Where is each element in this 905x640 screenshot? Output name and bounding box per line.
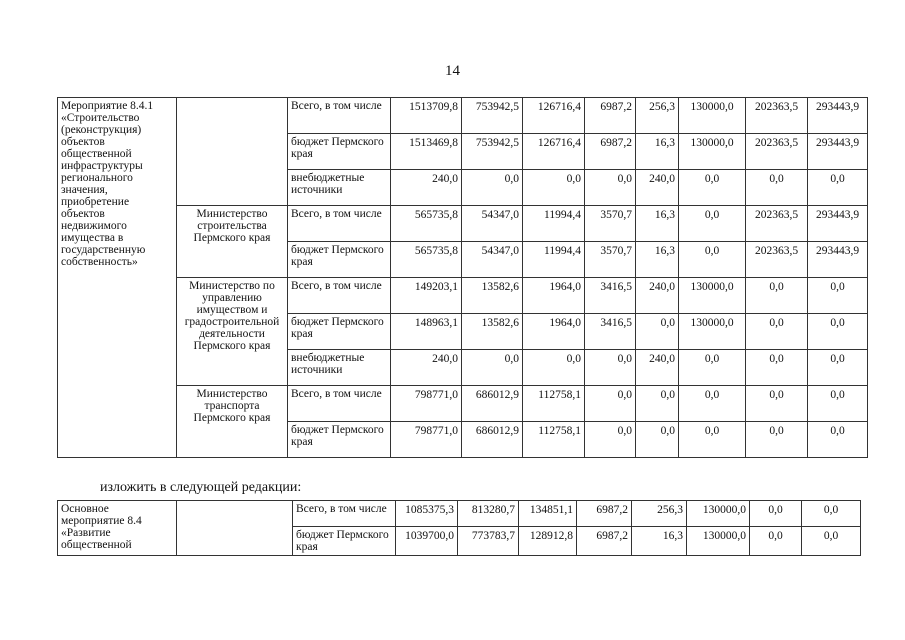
measure-name-cell: Мероприятие 8.4.1 «Строительство (реконструкция) объектов общественной инфраструктуры регионального значения, приобретение объектов недвижимого имущества в государственную собственность» [58,98,177,458]
value-cell: 16,3 [636,134,679,170]
value-cell: 202363,5 [746,98,808,134]
table-row [58,98,868,134]
value-cell: 0,0 [802,501,861,527]
value-cell: 0,0 [636,386,679,422]
value-cell: 202363,5 [746,242,808,278]
value-cell: 0,0 [802,527,861,556]
value-cell: 0,0 [746,422,808,458]
value-cell: 130000,0 [687,527,750,556]
value-cell: 0,0 [523,170,585,206]
value-cell: 686012,9 [462,422,523,458]
source-label-cell: Всего, в том числе [288,386,391,422]
value-cell: 0,0 [679,422,746,458]
value-cell: 0,0 [462,350,523,386]
value-cell: 256,3 [636,98,679,134]
value-cell: 6987,2 [577,501,632,527]
source-label-cell: бюджет Пермского края [288,314,391,350]
value-cell: 0,0 [585,350,636,386]
value-cell: 0,0 [679,242,746,278]
value-cell: 0,0 [746,386,808,422]
value-cell: 293443,9 [808,134,868,170]
value-cell: 0,0 [636,422,679,458]
edit-instruction: изложить в следующей редакции: [100,480,302,495]
table-row [58,206,868,242]
value-cell: 0,0 [750,501,802,527]
value-cell: 773783,7 [458,527,519,556]
value-cell: 13582,6 [462,278,523,314]
value-cell: 1964,0 [523,278,585,314]
value-cell: 686012,9 [462,386,523,422]
value-cell: 130000,0 [679,314,746,350]
value-cell: 753942,5 [462,134,523,170]
value-cell: 0,0 [636,314,679,350]
value-cell: 565735,8 [391,242,462,278]
value-cell: 293443,9 [808,242,868,278]
value-cell: 130000,0 [679,278,746,314]
value-cell: 202363,5 [746,206,808,242]
source-label-cell: внебюджетные источники [288,170,391,206]
source-label-cell: внебюджетные источники [288,350,391,386]
value-cell: 0,0 [679,386,746,422]
measure-name-cell: Основное мероприятие 8.4 «Развитие общественной [58,501,177,556]
value-cell: 54347,0 [462,242,523,278]
value-cell: 3416,5 [585,314,636,350]
value-cell: 293443,9 [808,206,868,242]
value-cell: 256,3 [632,501,687,527]
value-cell: 6987,2 [585,98,636,134]
table-row [58,501,861,527]
value-cell: 6987,2 [585,134,636,170]
value-cell: 240,0 [391,350,462,386]
source-label-cell: Всего, в том числе [293,501,396,527]
value-cell: 16,3 [632,527,687,556]
value-cell: 1513469,8 [391,134,462,170]
value-cell: 6987,2 [577,527,632,556]
value-cell: 565735,8 [391,206,462,242]
value-cell: 0,0 [679,206,746,242]
source-label-cell: бюджет Пермского края [288,422,391,458]
value-cell: 16,3 [636,242,679,278]
executor-cell: Министерство строительства Пермского края [177,206,288,278]
value-cell: 798771,0 [391,386,462,422]
value-cell: 54347,0 [462,206,523,242]
value-cell: 813280,7 [458,501,519,527]
value-cell: 0,0 [750,527,802,556]
table-row [58,278,868,314]
value-cell: 128912,8 [519,527,577,556]
funding-table-current [57,97,868,458]
source-label-cell: Всего, в том числе [288,98,391,134]
source-label-cell: Всего, в том числе [288,278,391,314]
value-cell: 16,3 [636,206,679,242]
executor-cell: Министерство транспорта Пермского края [177,386,288,458]
value-cell: 11994,4 [523,242,585,278]
executor-cell [177,501,293,556]
source-label-cell: бюджет Пермского края [288,134,391,170]
value-cell: 0,0 [523,350,585,386]
table-row [58,386,868,422]
value-cell: 240,0 [391,170,462,206]
value-cell: 134851,1 [519,501,577,527]
value-cell: 0,0 [679,350,746,386]
value-cell: 0,0 [808,278,868,314]
value-cell: 11994,4 [523,206,585,242]
value-cell: 126716,4 [523,134,585,170]
value-cell: 0,0 [746,350,808,386]
value-cell: 0,0 [585,170,636,206]
value-cell: 3570,7 [585,242,636,278]
value-cell: 0,0 [462,170,523,206]
value-cell: 0,0 [808,170,868,206]
value-cell: 798771,0 [391,422,462,458]
value-cell: 0,0 [746,170,808,206]
page-number: 14 [445,63,460,79]
executor-cell [177,98,288,206]
value-cell: 240,0 [636,350,679,386]
value-cell: 240,0 [636,170,679,206]
value-cell: 130000,0 [687,501,750,527]
value-cell: 1085375,3 [396,501,458,527]
source-label-cell: бюджет Пермского края [293,527,396,556]
value-cell: 0,0 [585,422,636,458]
value-cell: 0,0 [808,350,868,386]
value-cell: 202363,5 [746,134,808,170]
value-cell: 126716,4 [523,98,585,134]
value-cell: 1513709,8 [391,98,462,134]
source-label-cell: бюджет Пермского края [288,242,391,278]
value-cell: 0,0 [808,386,868,422]
value-cell: 240,0 [636,278,679,314]
value-cell: 0,0 [746,314,808,350]
value-cell: 293443,9 [808,98,868,134]
value-cell: 1964,0 [523,314,585,350]
value-cell: 148963,1 [391,314,462,350]
value-cell: 112758,1 [523,422,585,458]
value-cell: 149203,1 [391,278,462,314]
value-cell: 1039700,0 [396,527,458,556]
source-label-cell: Всего, в том числе [288,206,391,242]
value-cell: 13582,6 [462,314,523,350]
value-cell: 3570,7 [585,206,636,242]
value-cell: 0,0 [808,314,868,350]
value-cell: 130000,0 [679,134,746,170]
funding-table-new [57,500,861,556]
value-cell: 0,0 [808,422,868,458]
value-cell: 753942,5 [462,98,523,134]
value-cell: 130000,0 [679,98,746,134]
value-cell: 3416,5 [585,278,636,314]
value-cell: 112758,1 [523,386,585,422]
value-cell: 0,0 [679,170,746,206]
executor-cell: Министерство по управлению имуществом и градостроительной деятельности Пермского края [177,278,288,386]
value-cell: 0,0 [746,278,808,314]
value-cell: 0,0 [585,386,636,422]
